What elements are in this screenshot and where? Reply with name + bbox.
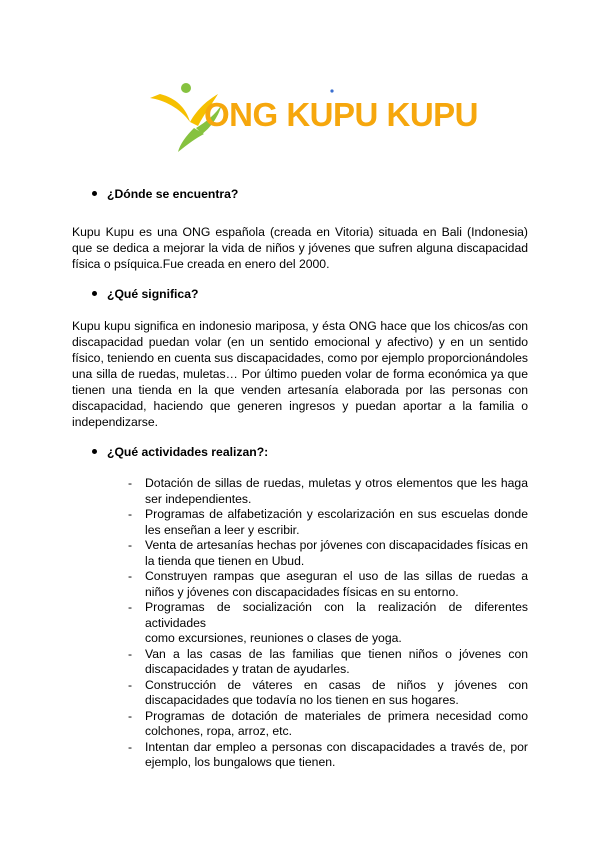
paragraph-line: Kupu kupu significa en indonesio mariposa, y ésta ONG hace que los chicos/as con [72,319,528,333]
paragraph-line: que se dedica a mejorar la vida de niños y jóvenes que sufren alguna discapacidad [72,241,528,255]
list-item [128,538,528,569]
list-item-line: Programas de alfabetización y escolarización en sus escuelas donde [145,507,528,521]
list-item-line: Van a las casas de las familias que tienen niños o jóvenes con [145,646,528,661]
list-item [128,709,528,740]
list-item-line: discapacidades y tratan de ayudarles. [145,662,350,676]
list-item-line: Dotación de sillas de ruedas, muletas y otros elementos que les haga [145,476,528,490]
paragraph-donde [72,224,528,272]
heading-text: ¿Qué significa? [107,287,199,301]
bullet-dot [92,291,97,296]
list-item-line: colchones, ropa, arroz, etc. [145,724,292,738]
list-item-line: Venta de artesanías hechas por jóvenes con discapacidades físicas en [145,538,528,552]
section-heading-actividades [92,444,268,460]
dash-bullet: - [128,476,133,490]
dash-bullet: - [128,646,133,661]
logo-graphic [146,78,479,154]
list-item-line: les enseñan a leer y escribir. [145,522,300,537]
paragraph-line: discapacidad, haciendo que generen ingresos y puedan aportar a la familia o [72,399,528,413]
list-item [128,507,528,538]
bullet-dot [92,449,97,454]
list-item [128,600,528,647]
dash-bullet: - [128,507,133,521]
list-item [128,476,528,507]
paragraph-line: tienen una tienda en la que venden artesanía elaborada por las personas con [72,383,528,397]
list-item-line: niños y jóvenes con discapacidades físicas en su entorno. [145,584,459,599]
list-item-line: como excursiones, reuniones o clases de yoga. [145,631,402,645]
paragraph-significa [72,318,528,430]
list-item [128,678,528,709]
list-item-line: Programas de socialización con la realización de diferentes actividades [145,600,528,630]
logo-text: ONG KUPU KUPU [204,96,479,133]
logo-dot [330,89,333,92]
list-item [128,740,528,771]
list-item-line: Programas de dotación de materiales de primera necesidad como [145,708,528,723]
section-heading-donde [92,186,238,202]
dash-bullet: - [128,708,133,723]
list-item-line: ser independientes. [145,491,252,506]
dash-bullet: - [128,739,133,754]
dash-bullet: - [128,538,133,552]
heading-text: ¿Qué actividades realizan?: [107,445,269,459]
bullet-dot [92,191,97,196]
paragraph-line: física o psíquica.Fue creada en enero del 2000. [72,257,330,271]
list-item-line: Construyen rampas que aseguran el uso de las sillas de ruedas a [145,569,528,583]
ong-kupu-kupu-logo [146,78,479,154]
paragraph-line: físico, teniendo en cuenta sus discapacidades, como por ejemplo proporcionándoles [72,351,528,365]
list-item [128,569,528,600]
list-item-line: Intentan dar empleo a personas con discapacidades a través de, por [145,739,528,754]
paragraph-line: discapacidad puedan volar (en un sentido emocional y afectivo) y en un sentido [72,335,528,349]
section-heading-significa [92,286,198,302]
logo-figure-head [181,83,191,93]
dash-bullet: - [128,677,133,692]
activities-list [128,476,528,771]
list-item-line: Construcción de váteres en casas de niños y jóvenes con [145,677,528,692]
dash-bullet: - [128,600,133,614]
logo-figure-yellow-arm [150,94,190,122]
list-item-line: discapacidades que todavía no los tienen en sus hogares. [145,693,459,707]
paragraph-line: independizarse. [72,415,159,429]
dash-bullet: - [128,569,133,583]
heading-text: ¿Dónde se encuentra? [107,187,239,201]
paragraph-line: una silla de ruedas, muletas… Por último pueden volar de forma económica ya que [72,367,528,381]
list-item [128,647,528,678]
paragraph-line: Kupu Kupu es una ONG española (creada en Vitoria) situada en Bali (Indonesia) [72,225,528,239]
list-item-line: la tienda que tienen en Ubud. [145,553,305,568]
list-item-line: ejemplo, los bungalows que tienen. [145,755,336,769]
